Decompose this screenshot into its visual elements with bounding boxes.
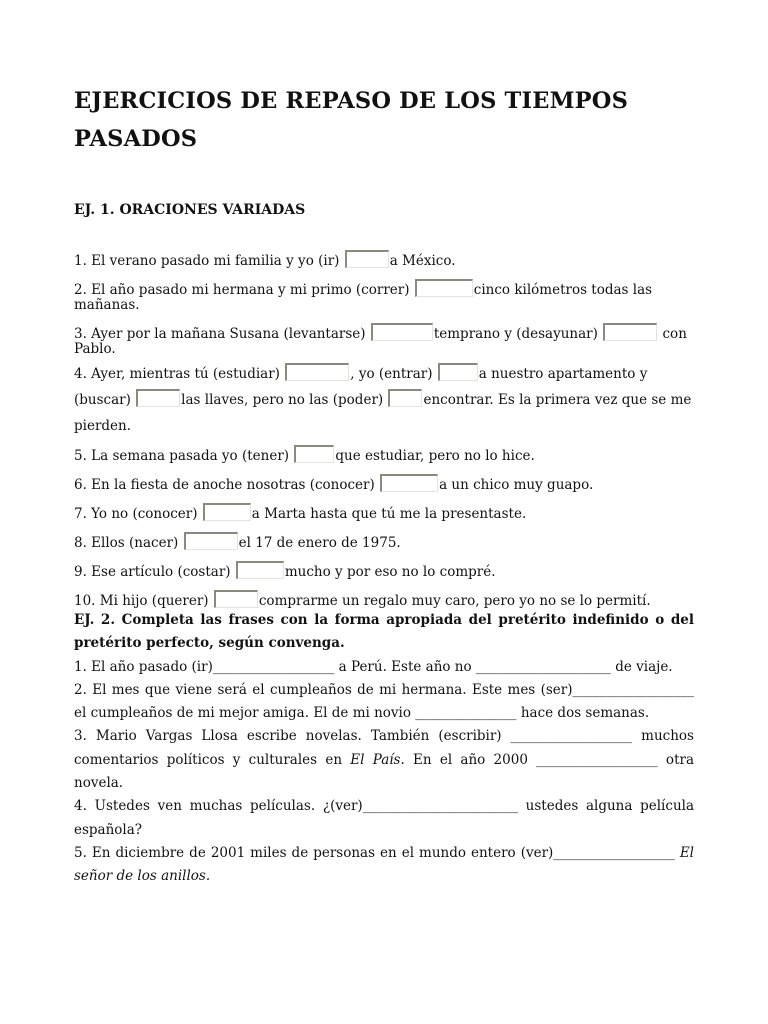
item-text: mucho y por eso no lo compré.: [284, 564, 496, 580]
exercise-1-item-4: [74, 361, 694, 439]
item-text: 8. Ellos (nacer): [74, 535, 179, 551]
exercise-2-item-5: [74, 842, 694, 889]
answer-field[interactable]: [371, 323, 433, 341]
item-text: 3. Ayer por la mañana Susana (levantarse): [74, 326, 366, 342]
exercise-1-item-3: [74, 323, 694, 357]
answer-field[interactable]: [203, 503, 251, 521]
answer-field[interactable]: [380, 474, 438, 492]
exercise-1-item-5: [74, 445, 694, 464]
film-title: El señor de los anillos.: [74, 844, 694, 885]
exercise-2-item-2: 2. El mes que viene será el cumpleaños de mi hermana. Este mes (ser)__________________ el cumpleaños de mi mejor amiga. El de mi novio _______________ hace dos semanas.: [74, 681, 694, 722]
item-text: comprarme un regalo muy caro, pero yo no se lo permití.: [258, 593, 651, 609]
answer-field[interactable]: [294, 445, 334, 463]
item-text: cinco kilómetros todas las mañanas.: [74, 282, 653, 313]
exercise-1-list: [74, 250, 694, 609]
exercise-2-item-1: 1. El año pasado (ir)__________________ a Perú. Este año no ____________________ de viaje.: [74, 658, 673, 675]
item-text: 4. Ayer, mientras tú (estudiar): [74, 366, 280, 382]
exercise-1-title: EJ. 1. ORACIONES VARIADAS: [74, 202, 306, 218]
item-text: 5. La semana pasada yo (tener): [74, 448, 290, 464]
exercise-1-item-8: [74, 532, 694, 551]
item-text: las llaves, pero no las (poder): [181, 392, 384, 408]
item-text: 9. Ese artículo (costar): [74, 564, 231, 580]
item-text: temprano y (desayunar): [433, 326, 598, 342]
item-text: 3. Mario Vargas Llosa escribe novelas. También (escribir) __________________ muchos comentarios políticos y culturales en: [74, 728, 694, 768]
item-text: a Marta hasta que tú me la presentaste.: [251, 506, 527, 522]
exercise-1-item-7: [74, 503, 694, 522]
answer-field[interactable]: [136, 389, 180, 407]
exercise-1-item-9: [74, 561, 694, 580]
exercise-2: [74, 609, 694, 889]
answer-field[interactable]: [438, 363, 478, 381]
answer-field[interactable]: [345, 250, 389, 268]
item-text: encontrar. Es la primera vez que se me pierden.: [74, 392, 692, 434]
answer-field[interactable]: [214, 590, 258, 608]
item-text: 6. En la fiesta de anoche nosotras (conocer): [74, 477, 375, 493]
item-text: 1. El verano pasado mi familia y yo (ir): [74, 253, 340, 269]
item-text: el 17 de enero de 1975.: [238, 535, 401, 551]
item-text: , yo (entrar): [350, 366, 433, 382]
exercise-2-item-4: 4. Ustedes ven muchas películas. ¿(ver)_______________________ ustedes alguna película española?: [74, 798, 694, 838]
item-text: a un chico muy guapo.: [439, 477, 594, 493]
newspaper-name: El País: [350, 751, 401, 768]
exercise-1-item-6: [74, 474, 694, 493]
answer-field[interactable]: [236, 561, 284, 579]
answer-field[interactable]: [388, 389, 422, 407]
item-text: 10. Mi hijo (querer): [74, 593, 209, 609]
item-text: 7. Yo no (conocer): [74, 506, 198, 522]
exercise-1-item-1: [74, 250, 694, 269]
item-text: a nuestro apartamento y (buscar): [74, 366, 648, 408]
exercise-2-item-3: [74, 725, 694, 795]
page-title: EJERCICIOS DE REPASO DE LOS TIEMPOS PASADOS: [74, 88, 629, 152]
item-text: que estudiar, pero no lo hice.: [335, 448, 535, 464]
answer-field[interactable]: [285, 363, 349, 381]
exercise-1-item-2: [74, 279, 694, 313]
item-text: 2. El año pasado mi hermana y mi primo (correr): [74, 282, 410, 298]
answer-field[interactable]: [184, 532, 238, 550]
exercise-1-item-10: [74, 590, 694, 609]
answer-field[interactable]: [415, 279, 473, 297]
item-text: a México.: [389, 253, 456, 269]
answer-field[interactable]: [603, 323, 657, 341]
item-text: . En el año 2000 __________________ otra novela.: [74, 751, 694, 792]
item-text: 5. En diciembre de 2001 miles de personas en el mundo entero (ver)__________________: [74, 844, 680, 861]
item-text: con Pablo.: [74, 326, 687, 357]
exercise-2-title: EJ. 2. Completa las frases con la forma apropiada del pretérito indefinido o del pretérito perfecto, según convenga.: [74, 612, 694, 652]
